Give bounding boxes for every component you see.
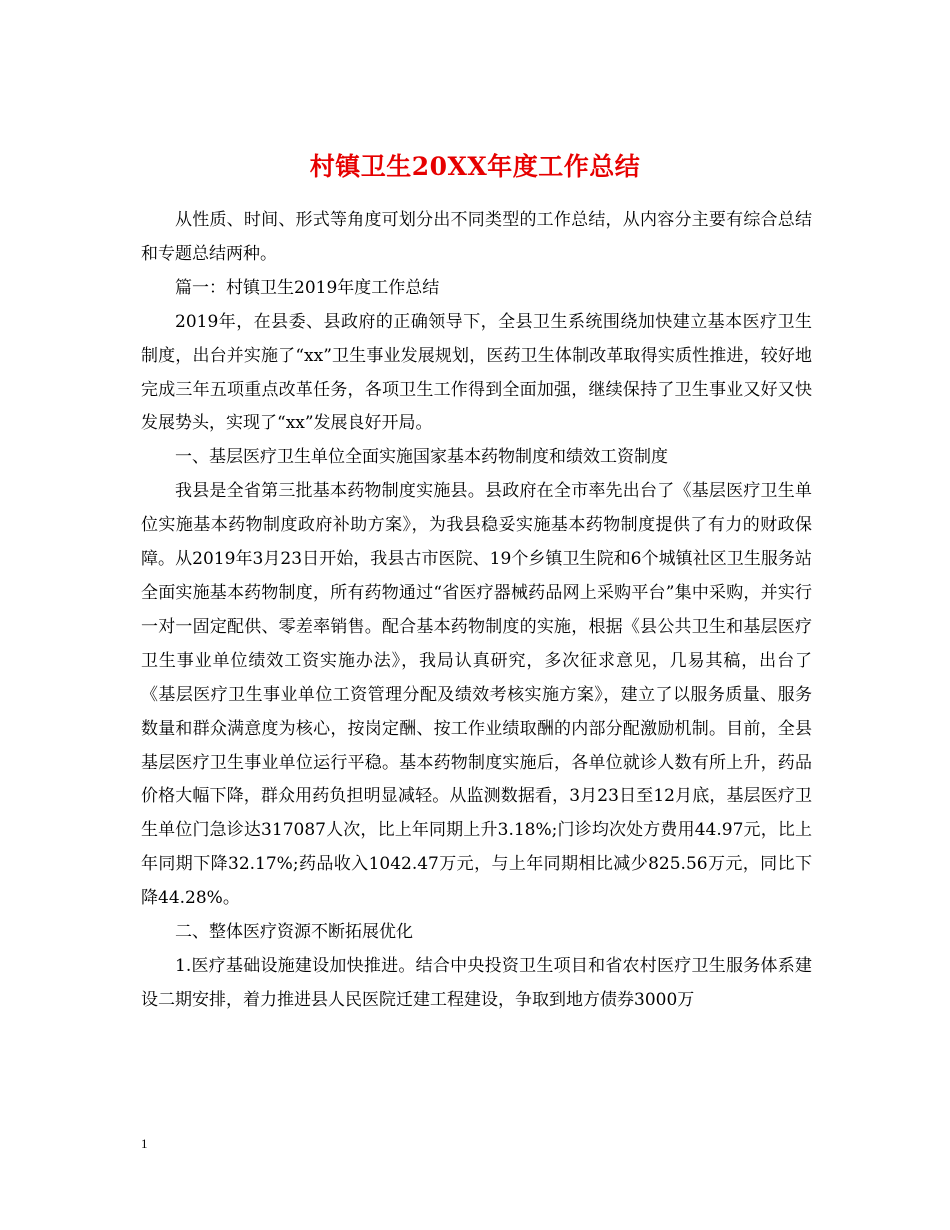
infrastructure-paragraph: 1.医疗基础设施建设加快推进。结合中央投资卫生项目和省农村医疗卫生服务体系建设二期安排，着力推进县人民医院迁建工程建设，争取到地方债券3000万 bbox=[141, 955, 812, 1010]
overview-paragraph: 2019年，在县委、县政府的正确领导下，全县卫生系统围绕加快建立基本医疗卫生制度，出台并实施了“xx”卫生事业发展规划，医药卫生体制改革取得实质性推进，较好地完成三年五项重点改革任务，各项卫生工作得到全面加强，继续保持了卫生事业又好又快发展势头，实现了“xx”发展良好开局。 bbox=[141, 311, 812, 434]
intro-paragraph: 从性质、时间、形式等角度可划分出不同类型的工作总结，从内容分主要有综合总结和专题总结两种。 bbox=[141, 210, 812, 264]
document-title: 村镇卫生20XX年度工作总结 bbox=[309, 151, 641, 181]
section-heading-part-one: 篇一：村镇卫生2019年度工作总结 bbox=[175, 277, 440, 298]
section-heading-medical-resources: 二、整体医疗资源不断拓展优化 bbox=[175, 922, 413, 943]
section-heading-basic-drug-system: 一、基层医疗卫生单位全面实施国家基本药物制度和绩效工资制度 bbox=[175, 447, 668, 468]
basic-drug-system-paragraph: 我县是全省第三批基本药物制度实施县。县政府在全市率先出台了《基层医疗卫生单位实施基本药物制度政府补助方案》，为我县稳妥实施基本药物制度提供了有力的财政保障。从2019年3月23日开始，我县古市医院、19个乡镇卫生院和6个城镇社区卫生服务站全面实施基本药物制度，所有药物通过“省医疗器械药品网上采购平台”集中采购，并实行一对一固定配供、零差率销售。配合基本药物制度的实施，根据《县公共卫生和基层医疗卫生事业单位绩效工资实施办法》，我局认真研究，多次征求意见，几易其稿，出台了《基层医疗卫生事业单位工资管理分配及绩效考核实施方案》，建立了以服务质量、服务数量和群众满意度为核心，按岗定酬、按工作业绩取酬的内部分配激励机制。目前，全县基层医疗卫生事业单位运行平稳。基本药物制度实施后，各单位就诊人数有所上升，药品价格大幅下降，群众用药负担明显减轻。从监测数据看，3月23日至12月底，基层医疗卫生单位门急诊达317087人次，比上年同期上升3.18%;门诊均次处方费用44.97元，比上年同期下降32.17%;药品收入1042.47万元，与上年同期相比减少825.56万元，同比下降44.28%。 bbox=[141, 481, 812, 909]
page-number: 1 bbox=[141, 1136, 148, 1151]
document-body bbox=[141, 204, 812, 1018]
